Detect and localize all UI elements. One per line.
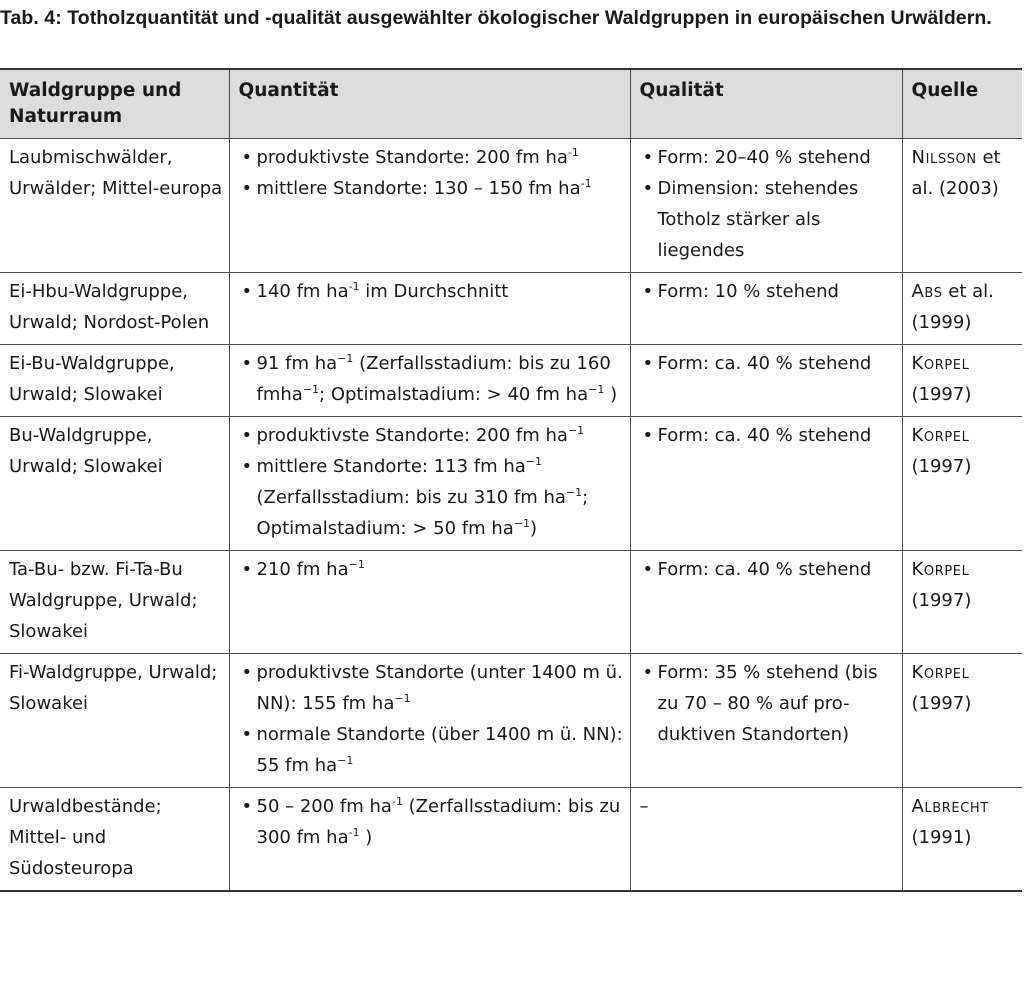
deadwood-table (0, 68, 1022, 892)
table-row (0, 345, 1022, 417)
source-suffix: (1997) (911, 456, 972, 477)
source-suffix: et al. (1999) (911, 281, 994, 333)
cell-source (902, 654, 1022, 788)
source-suffix: (1997) (911, 693, 972, 714)
cell-group: Laubmischwälder, Urwälder; Mittel-europa (0, 139, 229, 273)
source-suffix: et al. (2003) (911, 147, 1001, 199)
cell-quantity (229, 273, 630, 345)
source-author: Abs (911, 281, 943, 302)
quantity-item: • normale Standorte (über 1400 m ü. NN): 55 fm $ha^{-1}$ (239, 719, 624, 781)
quality-item: • Form: 20–40 % stehend (640, 142, 896, 173)
cell-group: Fi-Waldgruppe, Urwald; Slowakei (0, 654, 229, 788)
cell-group: Urwaldbestände; Mittel- und Südosteuropa (0, 788, 229, 892)
source-suffix: (1997) (911, 590, 972, 611)
cell-quantity (229, 654, 630, 788)
column-header-quantity: Quantität (229, 69, 630, 139)
source-suffix: (1997) (911, 384, 972, 405)
cell-quality (630, 139, 902, 273)
cell-quantity (229, 139, 630, 273)
table-row (0, 273, 1022, 345)
cell-quality: – (630, 788, 902, 892)
table-row (0, 139, 1022, 273)
quality-item: • Form: 10 % stehend (640, 276, 896, 307)
table-row (0, 654, 1022, 788)
cell-group: Ei-Hbu-Waldgruppe, Urwald; Nordost-Polen (0, 273, 229, 345)
source-author: Korpel (911, 662, 970, 683)
table-caption: Tab. 4: Totholzquantität und -qualität ausgewählter ökologischer Waldgruppen in europäischen Urwäldern. (0, 7, 992, 29)
table-row (0, 551, 1022, 654)
cell-quantity (229, 788, 630, 892)
column-header-quality: Qualität (630, 69, 902, 139)
quantity-item: • 91 fm $ha^{-1}$ (Zerfallsstadium: bis zu 160 fmha$^{-1}$; Optimalstadium: > 40 fm $ha^{-1}$ ) (239, 348, 624, 410)
quantity-item: • produktivste Standorte (unter 1400 m ü. NN): 155 fm $ha^{-1}$ (239, 657, 624, 719)
source-author: Korpel (911, 559, 970, 580)
cell-quality (630, 551, 902, 654)
cell-quantity (229, 551, 630, 654)
cell-quality (630, 273, 902, 345)
cell-group: Bu-Waldgruppe, Urwald; Slowakei (0, 417, 229, 551)
source-author: Korpel (911, 353, 970, 374)
source-author: Albrecht (911, 796, 989, 817)
quantity-item: • mittlere Standorte: 130 – 150 fm $ha^{-1}$ (239, 173, 624, 204)
cell-source (902, 551, 1022, 654)
table-header-row (0, 69, 1022, 139)
quality-item: • Form: ca. 40 % stehend (640, 420, 896, 451)
cell-source (902, 139, 1022, 273)
quality-item: • Form: ca. 40 % stehend (640, 348, 896, 379)
cell-group: Ei-Bu-Waldgruppe, Urwald; Slowakei (0, 345, 229, 417)
cell-quality (630, 345, 902, 417)
quantity-item: • mittlere Standorte: 113 fm $ha^{-1}$ (Zerfallsstadium: bis zu 310 fm $ha^{-1}$; Optimalstadium: > 50 fm $ha^{-1}$) (239, 451, 624, 544)
column-header-source: Quelle (902, 69, 1022, 139)
source-author: Nilsson (911, 147, 977, 168)
cell-quantity (229, 417, 630, 551)
quantity-item: • 140 fm $ha^{-1}$ im Durchschnitt (239, 276, 624, 307)
cell-source (902, 788, 1022, 892)
quantity-item: • produktivste Standorte: 200 fm $ha^{-1}$ (239, 420, 624, 451)
table-row (0, 788, 1022, 892)
column-header-group: Waldgruppe und Naturraum (0, 69, 229, 139)
quality-item: • Form: ca. 40 % stehend (640, 554, 896, 585)
quantity-item: • 210 fm $ha^{-1}$ (239, 554, 624, 585)
cell-quality (630, 417, 902, 551)
cell-source (902, 273, 1022, 345)
quality-item: • Dimension: stehendes Totholz stärker als liegendes (640, 173, 896, 266)
cell-quantity (229, 345, 630, 417)
cell-source (902, 417, 1022, 551)
cell-source (902, 345, 1022, 417)
source-author: Korpel (911, 425, 970, 446)
cell-group: Ta-Bu- bzw. Fi-Ta-Bu Waldgruppe, Urwald; Slowakei (0, 551, 229, 654)
quantity-item: • 50 – 200 fm $ha^{-1}$ (Zerfallsstadium: bis zu 300 fm $ha^{-1}$ ) (239, 791, 624, 853)
quality-item: • Form: 35 % stehend (bis zu 70 – 80 % auf pro-duktiven Standorten) (640, 657, 896, 750)
table-row (0, 417, 1022, 551)
cell-quality (630, 654, 902, 788)
source-suffix: (1991) (911, 827, 972, 848)
quantity-item: • produktivste Standorte: 200 fm $ha^{-1}$ (239, 142, 624, 173)
